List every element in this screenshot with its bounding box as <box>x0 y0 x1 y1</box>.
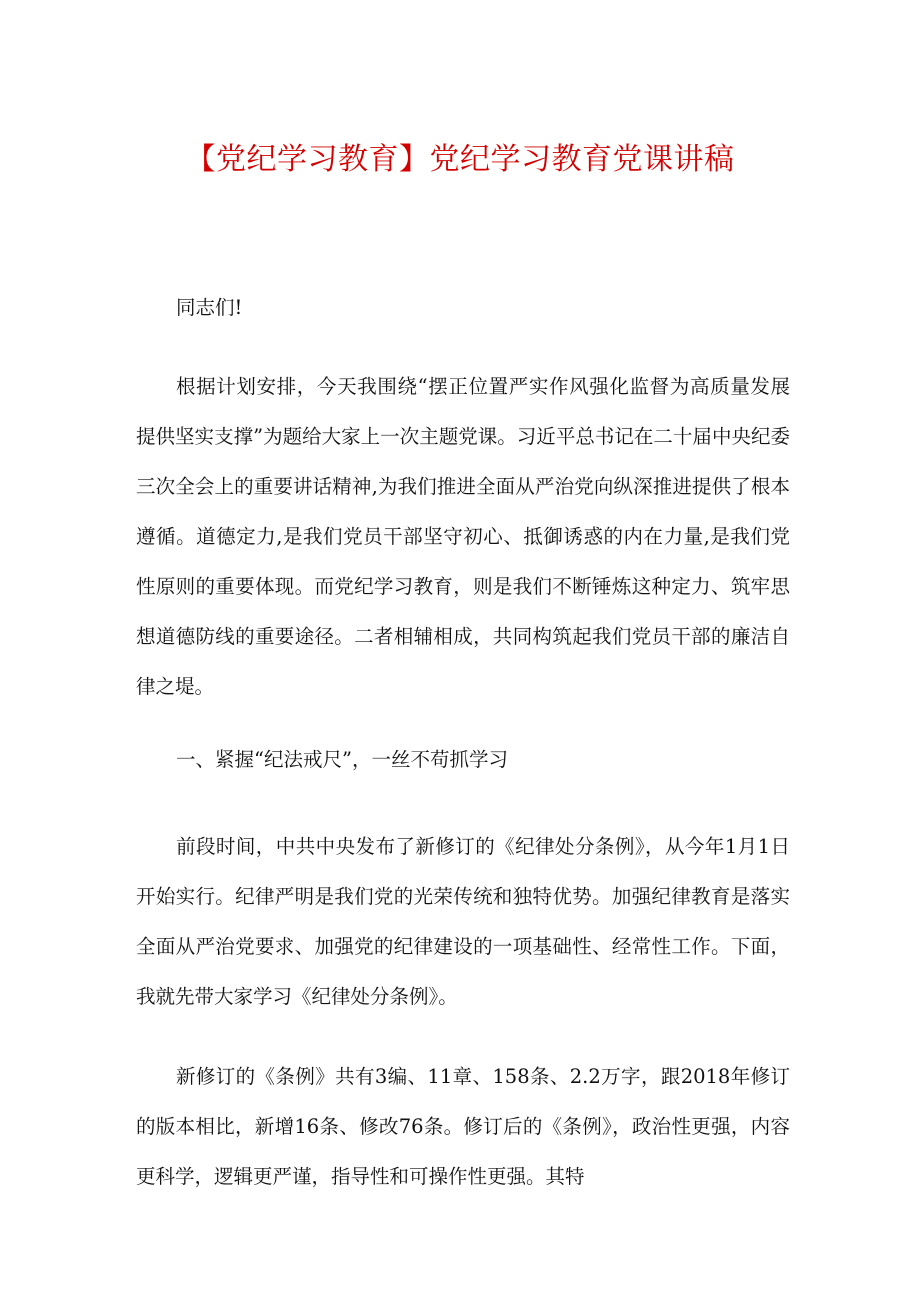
paragraph-regulation-details: 新修订的《条例》共有3编、11章、158条、2.2万字，跟2018年修订的版本相比，新增16条、修改76条。修订后的《条例》，政治性更强，内容更科学，逻辑更严谨，指导性和可操作性更强。其特 <box>136 1065 790 1188</box>
paragraph-regulation-release: 前段时间，中共中央发布了新修订的《纪律处分条例》，从今年1月1日开始实行。纪律严明是我们党的光荣传统和独特优势。加强纪律教育是落实全面从严治党要求、加强党的纪律建设的一项基础性、经常性工作。下面，我就先带大家学习《纪律处分条例》。 <box>136 835 790 1008</box>
salutation: 同志们! <box>176 296 243 319</box>
paragraph-intro: 根据计划安排，今天我围绕“摆正位置严实作风强化监督为高质量发展提供坚实支撑”为题给大家上一次主题党课。习近平总书记在二十届中央纪委三次全会上的重要讲话精神,为我们推进全面从严治党向纵深推进提供了根本遵循。道德定力,是我们党员干部坚守初心、抵御诱惑的内在力量,是我们党性原则的重要体现。而党纪学习教育，则是我们不断锤炼这种定力、筑牢思想道德防线的重要途径。二者相辅相成，共同构筑起我们党员干部的廉洁自律之堤。 <box>136 375 790 698</box>
section-heading: 一、紧握“纪法戒尺”，一丝不苟抓学习 <box>176 748 508 771</box>
document-title: 【党纪学习教育】党纪学习教育党课讲稿 <box>185 142 735 177</box>
